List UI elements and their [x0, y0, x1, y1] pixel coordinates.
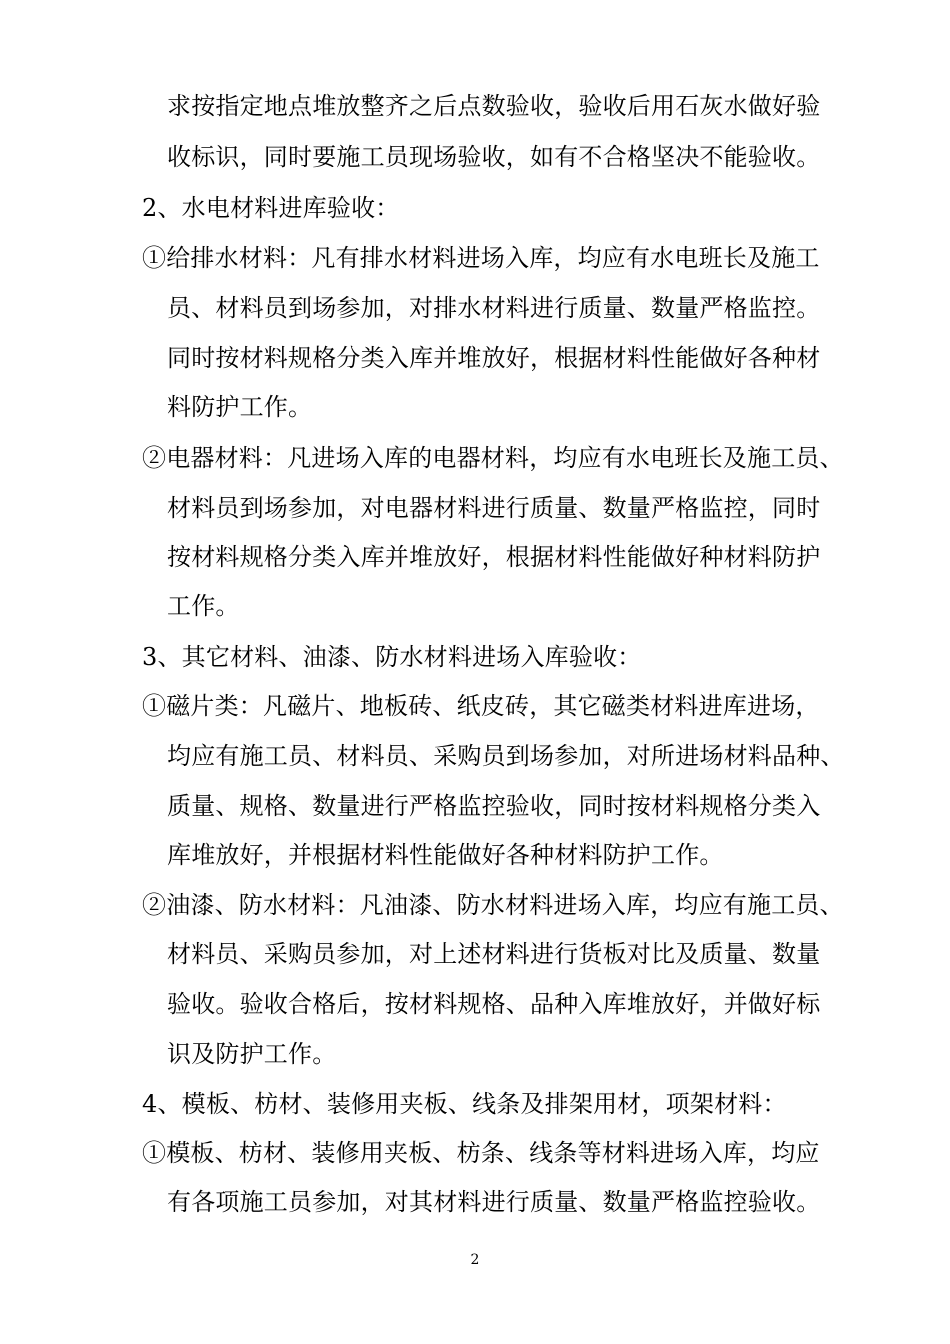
- text-line: 料防护工作。: [167, 393, 313, 421]
- text-line: 收标识，同时要施工员现场验收，如有不合格坚决不能验收。: [167, 143, 821, 171]
- section-heading: 3、其它材料、油漆、防水材料进场入库验收：: [142, 643, 642, 671]
- text-line: 库堆放好，并根据材料性能做好各种材料防护工作。: [167, 841, 724, 869]
- list-item-start: ②电器材料：凡进场入库的电器材料，均应有水电班长及施工员、: [142, 444, 844, 472]
- list-item-start: ②油漆、防水材料：凡油漆、防水材料进场入库，均应有施工员、: [142, 891, 844, 919]
- list-item-start: ①给排水材料：凡有排水材料进场入库，均应有水电班长及施工: [142, 244, 820, 272]
- text-line: 同时按材料规格分类入库并堆放好，根据材料性能做好各种材: [167, 344, 821, 372]
- list-item-start: ①模板、枋材、装修用夹板、枋条、线条等材料进场入库，均应: [142, 1139, 820, 1167]
- text-line: 均应有施工员、材料员、采购员到场参加，对所进场材料品种、: [167, 742, 845, 770]
- text-line: 质量、规格、数量进行严格监控验收，同时按材料规格分类入: [167, 792, 821, 820]
- page-number: 2: [470, 1252, 480, 1268]
- text-line: 求按指定地点堆放整齐之后点数验收，验收后用石灰水做好验: [167, 92, 821, 120]
- text-line: 识及防护工作。: [167, 1040, 337, 1068]
- text-line: 材料员到场参加，对电器材料进行质量、数量严格监控，同时: [167, 494, 821, 522]
- list-item-start: ①磁片类：凡磁片、地板砖、纸皮砖，其它磁类材料进库进场，: [142, 692, 820, 720]
- text-line: 员、材料员到场参加，对排水材料进行质量、数量严格监控。: [167, 294, 821, 322]
- text-line: 材料员、采购员参加，对上述材料进行货板对比及质量、数量: [167, 940, 821, 968]
- section-heading: 4、模板、枋材、装修用夹板、线条及排架用材，项架材料：: [142, 1090, 787, 1118]
- section-heading: 2、水电材料进库验收：: [142, 194, 400, 222]
- text-line: 工作。: [167, 592, 240, 620]
- text-line: 有各项施工员参加，对其材料进行质量、数量严格监控验收。: [167, 1188, 821, 1216]
- text-line: 验收。验收合格后，按材料规格、品种入库堆放好，并做好标: [167, 990, 821, 1018]
- text-line: 按材料规格分类入库并堆放好，根据材料性能做好种材料防护: [167, 543, 821, 571]
